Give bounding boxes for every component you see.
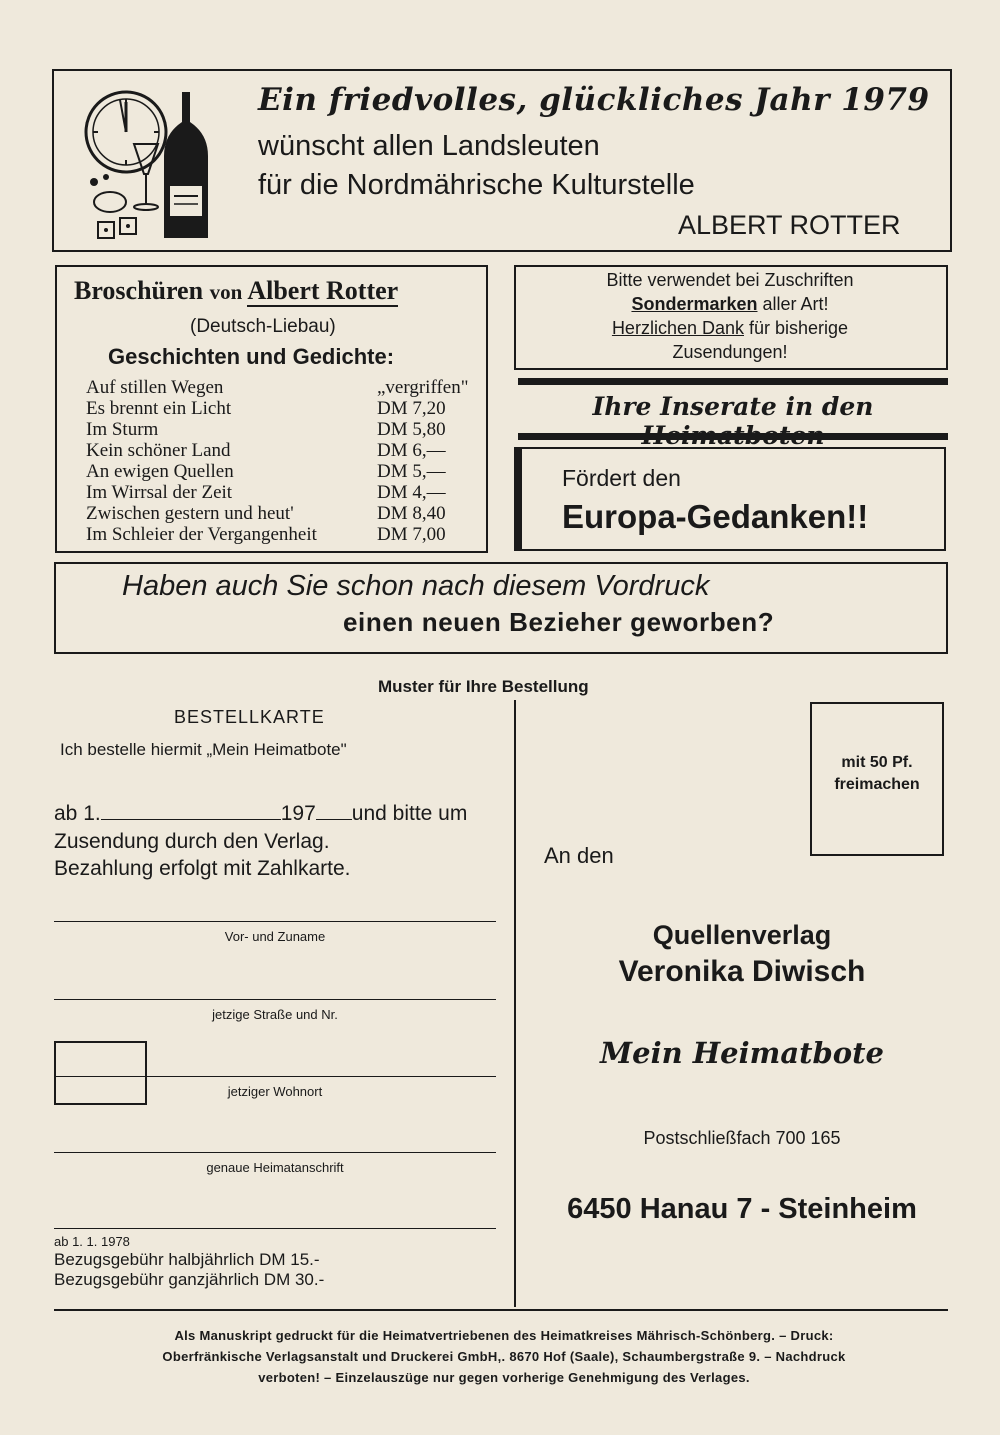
brochures-title-prefix: Broschüren: [74, 276, 204, 305]
notice-thanks: Herzlichen Dank: [611, 318, 744, 338]
brochures-author: Albert Rotter: [247, 276, 399, 305]
brochure-item: [86, 503, 476, 524]
ad-rule-top: [518, 378, 948, 385]
card-bezahlung: Bezahlung erfolgt mit Zahlkarte.: [54, 857, 351, 880]
card-order-text: Ich bestelle hiermit „Mein Heimatbote": [60, 740, 347, 759]
card-zusendung: Zusendung durch den Verlag.: [54, 830, 330, 853]
start-year-input[interactable]: [316, 801, 352, 820]
brochure-price: DM 8,40: [377, 503, 446, 524]
imprint-line-2: Oberfränkische Verlagsanstalt und Druckerei GmbH,. 8670 Hof (Saale), Schaumbergstraße 9. – Nachdruck: [162, 1349, 846, 1364]
name-field-label: Vor- und Zuname: [224, 929, 326, 944]
greeting-line-1: wünscht allen Landsleuten: [258, 130, 600, 162]
greeting-signature: ALBERT ROTTER: [678, 210, 901, 240]
brochure-title: An ewigen Quellen: [86, 461, 234, 482]
greeting-line-2: für die Nordmährische Kulturstelle: [258, 169, 695, 201]
brochures-heading: Geschichten und Gedichte:: [108, 344, 395, 369]
muster-label: Muster für Ihre Bestellung: [378, 677, 589, 696]
stamp-text: [810, 752, 944, 796]
notice-line-4: Zusendungen!: [672, 342, 788, 362]
brochure-title: Kein schöner Land: [86, 440, 231, 461]
fee-full-year: Bezugsgebühr ganzjährlich DM 30.-: [54, 1270, 325, 1289]
brochure-item: [86, 440, 476, 461]
card-divider: [514, 700, 516, 1307]
notice-line-2-rest: aller Art!: [757, 294, 829, 314]
postcode-box[interactable]: [54, 1041, 147, 1105]
imprint-line-1: Als Manuskript gedruckt für die Heimatvertriebenen des Heimatkreises Mährisch-Schönberg. – Druck:: [174, 1328, 834, 1343]
brochure-item: [86, 377, 476, 398]
brochure-price: „vergriffen": [377, 377, 469, 398]
ab-suffix: und bitte um: [351, 802, 468, 825]
brochure-price: DM 6,—: [377, 440, 446, 461]
an-den: An den: [544, 843, 614, 868]
city-field-label: jetziger Wohnort: [227, 1084, 323, 1099]
new-year-champagne-icon: [76, 82, 226, 244]
brochure-price: DM 4,—: [377, 482, 446, 503]
home-address-field-label: genaue Heimatanschrift: [206, 1160, 344, 1175]
street-field-line[interactable]: [54, 999, 496, 1000]
street-field-label: jetzige Straße und Nr.: [212, 1007, 338, 1022]
brochure-price: DM 7,20: [377, 398, 446, 419]
vordruck-line-1: Haben auch Sie schon nach diesem Vordruck: [122, 570, 710, 602]
fee-valid-from: ab 1. 1. 1978: [54, 1234, 130, 1249]
brochure-title: Im Sturm: [86, 419, 159, 440]
ab-year: 197: [280, 802, 316, 825]
start-date-input[interactable]: [101, 801, 281, 820]
brochure-title: Im Schleier der Vergangenheit: [86, 524, 317, 545]
brochure-item: [86, 524, 476, 545]
name-field-line[interactable]: [54, 921, 496, 922]
brochures-subtitle: (Deutsch-Liebau): [190, 316, 336, 337]
imprint-line-3: verboten! – Einzelauszüge nur gegen vorherige Genehmigung des Verlages.: [258, 1370, 750, 1385]
brochure-price: DM 7,00: [377, 524, 446, 545]
notice-line-3: [514, 318, 946, 339]
vordruck-line-2: einen neuen Bezieher geworben?: [343, 607, 775, 637]
brochure-item: [86, 419, 476, 440]
europa-line-2: Europa-Gedanken!!: [562, 498, 869, 535]
brochure-item: [86, 398, 476, 419]
notice-line-3-rest: für bisherige: [744, 318, 849, 338]
stamp-line-2: freimachen: [834, 776, 920, 793]
ad-rule-bottom: [518, 433, 948, 440]
brochure-title: Im Wirrsal der Zeit: [86, 482, 233, 503]
brochure-price: DM 5,80: [377, 419, 446, 440]
start-date-line: [54, 801, 467, 826]
greeting-title: Ein friedvolles, glückliches Jahr 1979: [258, 82, 930, 118]
brochure-title: Auf stillen Wegen: [86, 377, 224, 398]
brochure-price: DM 5,—: [377, 461, 446, 482]
brochures-title: [74, 276, 398, 306]
notice-sondermarken: Sondermarken: [631, 294, 758, 314]
magazine-name: Mein Heimatbote: [600, 1036, 884, 1070]
brochure-title: Es brennt ein Licht: [86, 398, 232, 419]
card-title: BESTELLKARTE: [174, 707, 325, 727]
postbox: Postschließfach 700 165: [643, 1128, 841, 1148]
brochure-title: Zwischen gestern und heut': [86, 503, 294, 524]
brochure-item: [86, 482, 476, 503]
brochures-title-von: von: [209, 280, 243, 304]
europa-line-1: Fördert den: [562, 465, 681, 491]
publisher-owner: Veronika Diwisch: [618, 955, 866, 988]
footer-rule: [54, 1309, 948, 1311]
stamp-line-1: mit 50 Pf.: [841, 754, 913, 771]
brochure-item: [86, 461, 476, 482]
city-address: 6450 Hanau 7 - Steinheim: [567, 1193, 917, 1225]
ad-banner-text: Ihre Inserate in den: [592, 392, 874, 421]
publisher-name: Quellenverlag: [652, 920, 832, 950]
notice-line-1: Bitte verwendet bei Zuschriften: [606, 270, 854, 290]
fee-half-year: Bezugsgebühr halbjährlich DM 15.-: [54, 1250, 320, 1269]
ab-prefix: ab 1.: [54, 802, 101, 825]
imprint: [74, 1325, 934, 1388]
notice-line-2: [514, 294, 946, 315]
extra-field-line[interactable]: [54, 1228, 496, 1229]
home-address-field-line[interactable]: [54, 1152, 496, 1153]
